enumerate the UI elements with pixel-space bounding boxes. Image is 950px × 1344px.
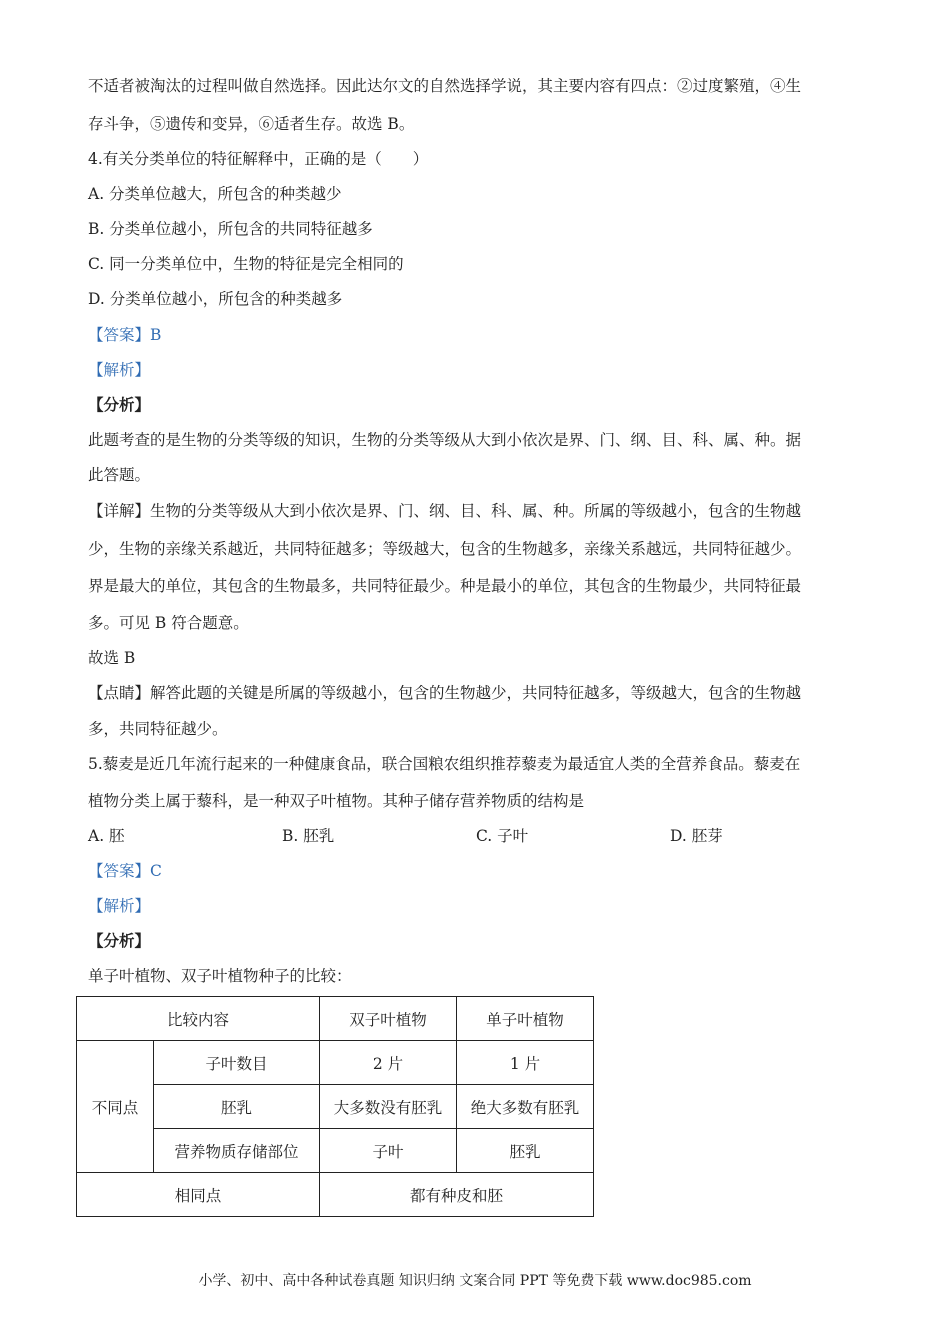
- table-cell: 营养物质存储部位: [154, 1129, 320, 1173]
- table-row: [77, 1129, 594, 1173]
- answer-label: 【答案】B: [88, 326, 162, 344]
- detail-paragraph-line: 多。可见 B 符合题意。: [88, 614, 249, 632]
- paragraph-line: 此答题。: [88, 466, 151, 484]
- group-label-cell: 不同点: [77, 1041, 154, 1173]
- table-cell: 2 片: [320, 1041, 457, 1085]
- seed-comparison-table: [76, 996, 594, 1217]
- detail-paragraph-line: 界是最大的单位，其包含的生物最多，共同特征最少。种是最小的单位，其包含的生物最少，共同特征最: [88, 577, 802, 595]
- question-5-option-c: C. 子叶: [476, 827, 529, 845]
- same-value-cell: 都有种皮和胚: [320, 1173, 594, 1217]
- paragraph-line: 此题考查的是生物的分类等级的知识，生物的分类等级从大到小依次是界、门、纲、目、科、属、种。据: [88, 431, 802, 449]
- table-intro: 单子叶植物、双子叶植物种子的比较：: [88, 967, 352, 985]
- question-4-option-c: C. 同一分类单位中，生物的特征是完全相同的: [88, 255, 404, 273]
- paragraph-line: 存斗争，⑤遗传和变异，⑥适者生存。故选 B。: [88, 115, 415, 133]
- table-header-cell: 双子叶植物: [320, 997, 457, 1041]
- question-5-option-b: B. 胚乳: [282, 827, 335, 845]
- detail-paragraph-line: 少，生物的亲缘关系越近，共同特征越多；等级越大，包含的生物越多，亲缘关系越远，共同特征越少。: [88, 540, 802, 558]
- question-5-stem: 植物分类上属于藜科，是一种双子叶植物。其种子储存营养物质的结构是: [88, 792, 585, 810]
- table-cell: 子叶: [320, 1129, 457, 1173]
- table-header-cell: 比较内容: [77, 997, 320, 1041]
- question-4-stem: 4.有关分类单位的特征解释中，正确的是（ ）: [88, 150, 429, 168]
- table-cell: 大多数没有胚乳: [320, 1085, 457, 1129]
- explanation-label: 【解析】: [88, 361, 151, 379]
- table-row: [77, 1173, 594, 1217]
- question-4-option-d: D. 分类单位越小，所包含的种类越多: [88, 290, 343, 308]
- table-cell: 子叶数目: [154, 1041, 320, 1085]
- same-label-cell: 相同点: [77, 1173, 320, 1217]
- analysis-label: 【分析】: [88, 931, 151, 950]
- paragraph-line: 不适者被淘汰的过程叫做自然选择。因此达尔文的自然选择学说，其主要内容有四点：②过度繁殖，④生: [88, 77, 802, 95]
- tip-paragraph-line: 【点睛】解答此题的关键是所属的等级越小，包含的生物越少，共同特征越多，等级越大，包含的生物越: [88, 684, 802, 702]
- table-row: [77, 997, 594, 1041]
- table-cell: 1 片: [457, 1041, 594, 1085]
- page-footer: 小学、初中、高中各种试卷真题 知识归纳 文案合同 PPT 等免费下载 www.doc985.com: [198, 1273, 752, 1289]
- conclusion-line: 故选 B: [88, 649, 136, 667]
- question-4-option-a: A. 分类单位越大，所包含的种类越少: [88, 185, 342, 203]
- table-header-cell: 单子叶植物: [457, 997, 594, 1041]
- answer-label: 【答案】C: [88, 862, 162, 880]
- table-cell: 绝大多数有胚乳: [457, 1085, 594, 1129]
- question-5-stem: 5.藜麦是近几年流行起来的一种健康食品，联合国粮农组织推荐藜麦为最适宜人类的全营养食品。藜麦在: [88, 755, 801, 773]
- table-row: [77, 1041, 594, 1085]
- table-cell: 胚乳: [457, 1129, 594, 1173]
- detail-paragraph-line: 【详解】生物的分类等级从大到小依次是界、门、纲、目、科、属、种。所属的等级越小，包含的生物越: [88, 502, 802, 520]
- question-4-option-b: B. 分类单位越小，所包含的共同特征越多: [88, 220, 373, 238]
- question-5-option-a: A. 胚: [88, 827, 125, 845]
- tip-paragraph-line: 多，共同特征越少。: [88, 720, 228, 738]
- explanation-label: 【解析】: [88, 897, 151, 915]
- table-row: [77, 1085, 594, 1129]
- question-5-option-d: D. 胚芽: [670, 827, 723, 845]
- table-cell: 胚乳: [154, 1085, 320, 1129]
- analysis-label: 【分析】: [88, 395, 151, 414]
